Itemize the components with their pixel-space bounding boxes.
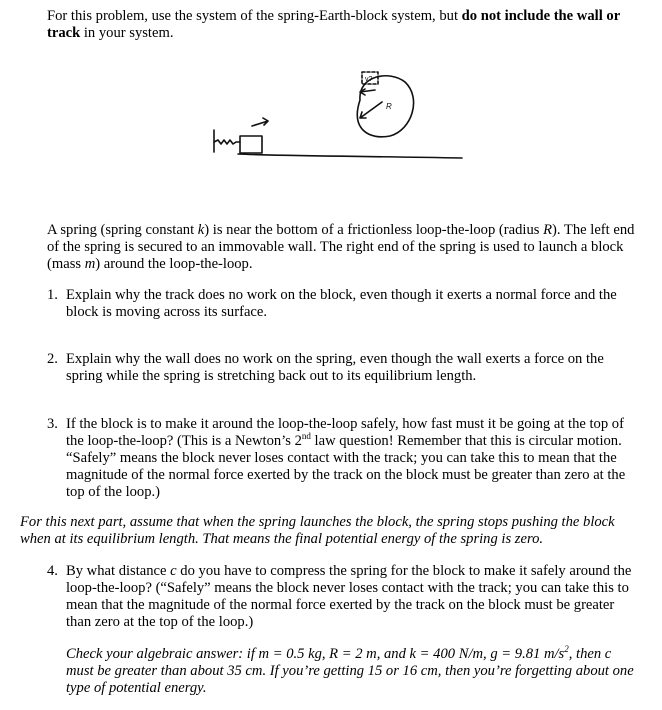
desc-var-r: R xyxy=(543,222,553,238)
intro-bold-text: do not include the wall or track xyxy=(47,8,620,41)
question-3 xyxy=(47,416,637,501)
question-4 xyxy=(47,563,637,631)
loop-the-loop-sketch xyxy=(200,60,470,172)
block xyxy=(240,136,262,153)
problem-description xyxy=(47,222,637,273)
question-text-a: If the block is to make it around the loop-the-loop safely, how fast must it be going at the top of the loop-the-loop? (This is a Newton’s 2 xyxy=(66,416,624,449)
top-arrow xyxy=(360,89,375,95)
intro-text-part1: For this problem, use the system of the spring-Earth-block system, but xyxy=(47,8,462,24)
velocity-label: v? xyxy=(365,76,373,83)
question-var-c: c xyxy=(170,563,177,579)
intro-instruction xyxy=(47,8,627,42)
question-text: Explain why the wall does no work on the spring, even though the wall exerts a force on the spring while the spring is stretching back out to its equilibrium length. xyxy=(66,351,604,384)
question-text xyxy=(66,563,637,631)
question-number: 2. xyxy=(47,351,58,367)
question-text xyxy=(66,416,637,501)
velocity-arrow xyxy=(252,118,268,126)
desc-text-c: ). The left end of the spring is secured to an immovable wall. The right end of the spring is used to launch a block (mass xyxy=(47,222,635,272)
assumption-note: For this next part, assume that when the spring launches the block, the spring stops pushing the block when at its equilibrium length. That means the final potential energy of the spring is zero. xyxy=(20,514,615,547)
check-answer-note xyxy=(66,646,641,697)
check-text-b: , then c must be greater than about 35 cm. If you’re getting 15 or 16 cm, then you’re forgetting about one type of potential energy. xyxy=(66,646,634,696)
desc-text-d: ) around the loop-the-loop. xyxy=(95,256,253,272)
desc-text-b: ) is near the bottom of a frictionless loop-the-loop (radius xyxy=(204,222,544,238)
spring-coil xyxy=(214,140,240,144)
intro-text-part2: in your system. xyxy=(80,25,174,41)
ground-line xyxy=(238,154,462,158)
desc-var-m: m xyxy=(84,256,96,272)
question-number: 3. xyxy=(47,416,58,432)
question-number: 1. xyxy=(47,287,58,303)
radius-arrow xyxy=(360,102,382,118)
exponent-superscript: 2 xyxy=(564,644,569,655)
radius-label: R xyxy=(386,102,392,111)
question-1 xyxy=(47,287,637,321)
question-text-b: law question! Remember that this is circular motion. “Safely” means the block never loses contact with the track; you can take this to mean that the magnitude of the normal force exerted by the track on the block must be greater than zero at the top of the loop.) xyxy=(66,433,626,500)
question-text: Explain why the track does no work on the block, even though it exerts a normal force and the block is moving across its surface. xyxy=(66,287,617,320)
desc-text-a: A spring (spring constant xyxy=(47,222,198,238)
ordinal-superscript: nd xyxy=(301,431,311,442)
check-text-a: Check your algebraic answer: if m = 0.5 kg, R = 2 m, and k = 400 N/m, g = 9.81 m/s xyxy=(66,646,565,662)
question-text-b: do you have to compress the spring for the block to make it safely around the loop-the-loop? (“Safely” means the block never loses contact with the track; you can take this to mean that the magnitude of the normal force exerted by the track on the block must be greater than zero at the top of the loop.) xyxy=(66,563,632,630)
desc-var-k: k xyxy=(197,222,205,238)
question-text-a: By what distance xyxy=(66,563,171,579)
question-2 xyxy=(47,351,637,385)
question-number: 4. xyxy=(47,563,58,579)
